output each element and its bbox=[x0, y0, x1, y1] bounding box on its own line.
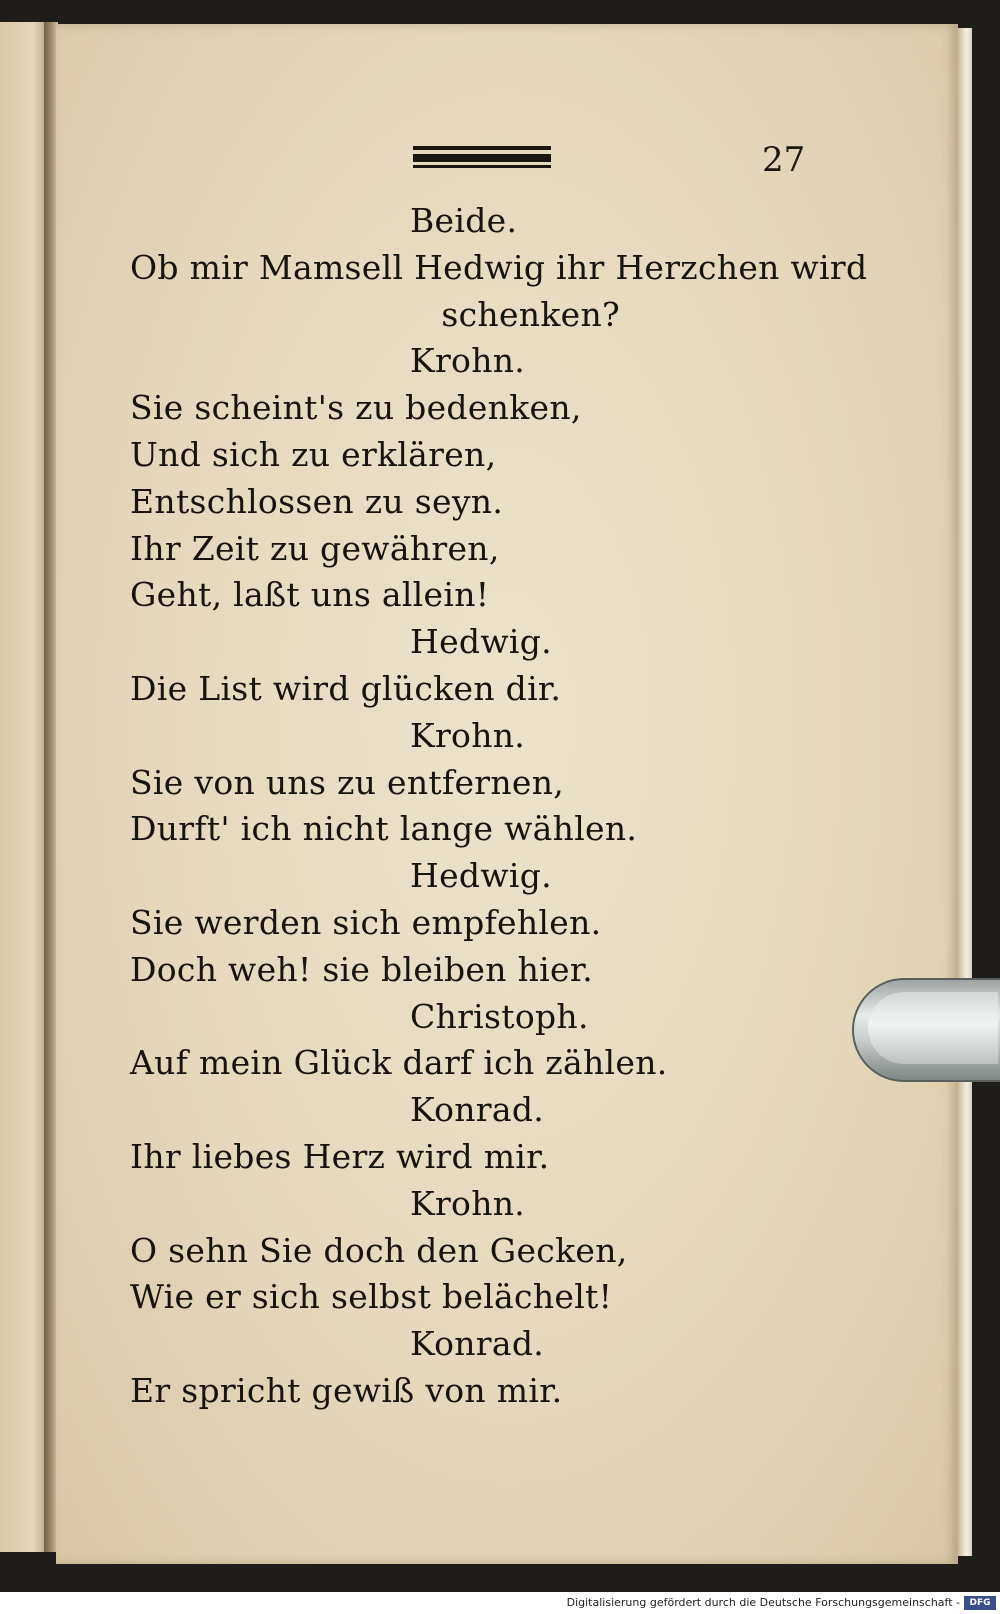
verse-line: Sie von uns zu entfernen, bbox=[130, 762, 565, 802]
verse-line: O sehn Sie doch den Gecken, bbox=[130, 1230, 628, 1270]
verse-line: Auf mein Glück darf ich zählen. bbox=[130, 1043, 668, 1083]
verse-line: Doch weh! sie bleiben hier. bbox=[130, 949, 594, 989]
verse-line: Ihr liebes Herz wird mir. bbox=[130, 1136, 550, 1176]
header-rule bbox=[413, 146, 551, 168]
verse-line: Geht, laßt uns allein! bbox=[130, 575, 490, 615]
page-number: 27 bbox=[762, 140, 806, 180]
speaker-name: Krohn. bbox=[410, 341, 526, 381]
speaker-name: Beide. bbox=[410, 201, 518, 240]
verse-line: Die List wird glücken dir. bbox=[130, 668, 562, 708]
speaker-name: Krohn. bbox=[410, 1183, 526, 1223]
dfg-logo: DFG bbox=[964, 1596, 996, 1610]
facing-page-edge bbox=[0, 22, 46, 1552]
verse-line: Ihr Zeit zu gewähren, bbox=[130, 528, 500, 568]
verse-line: schenken? bbox=[441, 294, 620, 334]
speaker-name: Christoph. bbox=[410, 996, 589, 1036]
verse-line: Sie scheint's zu bedenken, bbox=[130, 388, 582, 428]
verse-line: Ob mir Mamsell Hedwig ihr Herzchen wird bbox=[130, 247, 868, 287]
footer-credit: Digitalisierung gefördert durch die Deutsche Forschungsgemeinschaft - bbox=[566, 1596, 960, 1609]
verse-line: Entschlossen zu seyn. bbox=[130, 481, 504, 521]
verse-line: Wie er sich selbst belächelt! bbox=[130, 1277, 613, 1317]
verse-line: Er spricht gewiß von mir. bbox=[130, 1370, 563, 1410]
footer-bar bbox=[0, 1592, 1000, 1614]
verse-line: Und sich zu erklären, bbox=[130, 434, 497, 474]
page-clip bbox=[852, 978, 1000, 1082]
page-text bbox=[130, 198, 868, 1415]
page-stack-edge bbox=[958, 28, 972, 1556]
verse-line: Sie werden sich empfehlen. bbox=[130, 902, 602, 942]
speaker-name: Konrad. bbox=[410, 1090, 545, 1130]
speaker-name: Hedwig. bbox=[410, 856, 552, 896]
speaker-name: Hedwig. bbox=[410, 622, 552, 662]
verse-line: Durft' ich nicht lange wählen. bbox=[130, 809, 638, 849]
speaker-name: Konrad. bbox=[410, 1324, 545, 1364]
speaker-name: Krohn. bbox=[410, 715, 526, 755]
